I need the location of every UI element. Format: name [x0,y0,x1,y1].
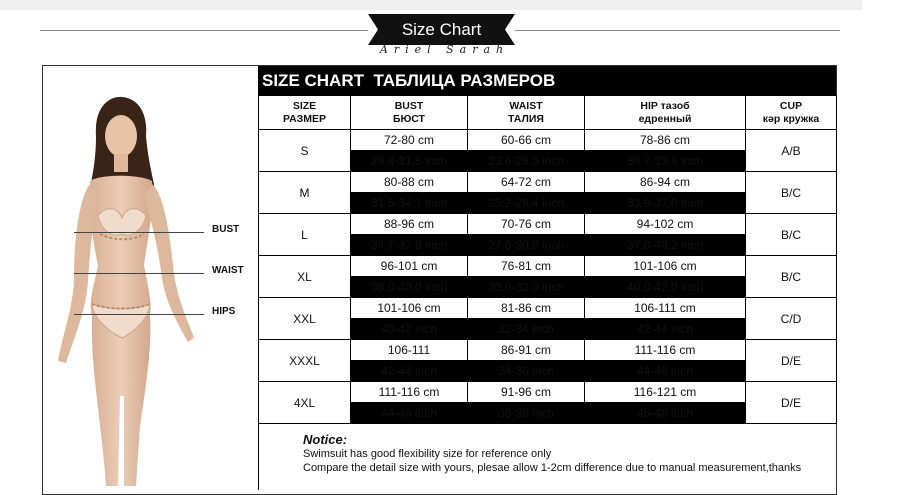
waist-inch-cell: 32-34 inch [468,319,585,340]
waist-label: WAIST [212,265,244,276]
bust-inch-cell: 44-46 inch [351,403,468,424]
hip-inch-cell: 42-44 inch [585,319,746,340]
table-row [259,382,837,403]
top-strip [0,0,862,10]
bust-label: BUST [212,224,240,235]
header-waist: WAIST ТАЛИЯ [468,96,585,130]
hip-cm-cell: 94-102 cm [585,214,746,235]
header-rule-right [515,30,840,31]
header-hip: HIP тазоб едренный [585,96,746,130]
waist-cm-cell: 64-72 cm [468,172,585,193]
size-cell: S [259,130,351,172]
cup-cell: C/D [746,298,837,340]
notice-section [258,420,836,490]
waist-cm-cell: 76-81 cm [468,256,585,277]
bust-inch-cell: 42-44 inch [351,361,468,382]
size-cell: L [259,214,351,256]
size-table [258,95,837,424]
cup-cell: B/C [746,214,837,256]
hip-inch-cell: 46-48 inch [585,403,746,424]
header-size: SIZE РАЗМЕР [259,96,351,130]
hip-inch-cell: 37.0-40.2 inch [585,235,746,256]
hip-cm-cell: 106-111 cm [585,298,746,319]
header-rule-left [40,30,368,31]
size-cell: XL [259,256,351,298]
hip-inch-cell: 44-46 inch [585,361,746,382]
notice-line: Swimsuit has good flexibility size for reference only [303,448,552,460]
cup-cell: B/C [746,256,837,298]
hip-cm-cell: 86-94 cm [585,172,746,193]
header-bust: BUST БЮСТ [351,96,468,130]
bust-pointer [74,232,204,233]
waist-inch-cell: 27.6-30.0 inch [468,235,585,256]
table-row [259,214,837,235]
size-cell: XXXL [259,340,351,382]
waist-inch-cell: 25.2-28.4 inch [468,193,585,214]
bust-cm-cell: 80-88 cm [351,172,468,193]
bust-cm-cell: 72-80 cm [351,130,468,151]
bust-inch-cell: 34.7-37.8 inch [351,235,468,256]
hip-cm-cell: 101-106 cm [585,256,746,277]
table-row [259,172,837,193]
bust-inch-cell: 40-42 inch [351,319,468,340]
bust-cm-cell: 88-96 cm [351,214,468,235]
cup-cell: D/E [746,382,837,424]
table-header-row [259,96,837,130]
hip-cm-cell: 116-121 cm [585,382,746,403]
chart-title: SIZE CHART ТАБЛИЦА РАЗМЕРОВ [258,66,836,96]
cup-cell: B/C [746,172,837,214]
waist-inch-cell: 30.0-32.0 inch [468,277,585,298]
hip-cm-cell: 78-86 cm [585,130,746,151]
hips-label: HIPS [212,306,236,317]
notice-line: Compare the detail size with yours, plesae allow 1-2cm difference due to manual measurement,thanks [303,462,802,474]
table-row [259,130,837,151]
waist-cm-cell: 81-86 cm [468,298,585,319]
hip-cm-cell: 111-116 cm [585,340,746,361]
hips-pointer [74,314,204,315]
size-cell: M [259,172,351,214]
cup-cell: A/B [746,130,837,172]
cup-cell: D/E [746,340,837,382]
bust-cm-cell: 101-106 cm [351,298,468,319]
banner-title: Size Chart [386,14,497,45]
waist-cm-cell: 60-66 cm [468,130,585,151]
brand-signature: Ariel Sarah [379,43,510,56]
bust-cm-cell: 106-111 [351,340,468,361]
bust-inch-cell: 28.4-31.5 inch [351,151,468,172]
waist-cm-cell: 91-96 cm [468,382,585,403]
bust-inch-cell: 31.5-34.7 inch [351,193,468,214]
model-figure [44,66,258,486]
waist-inch-cell: 36-38 inch [468,403,585,424]
hip-inch-cell: 30.7-33.9 inch [585,151,746,172]
waist-pointer [74,273,204,274]
waist-cm-cell: 70-76 cm [468,214,585,235]
size-cell: 4XL [259,382,351,424]
waist-inch-cell: 23.6-26.0 inch [468,151,585,172]
bust-inch-cell: 38.0-40.0 inch [351,277,468,298]
size-chart-banner [368,14,515,45]
notice-title: Notice: [303,432,348,447]
hip-inch-cell: 33.9-37.0 inch [585,193,746,214]
bust-cm-cell: 96-101 cm [351,256,468,277]
waist-inch-cell: 34-36 inch [468,361,585,382]
bust-cm-cell: 111-116 cm [351,382,468,403]
waist-cm-cell: 86-91 cm [468,340,585,361]
table-row [259,256,837,277]
model-illustration [44,66,258,486]
table-row [259,298,837,319]
hip-inch-cell: 40.0-42.0 inch [585,277,746,298]
header-cup: CUP кəр кружка [746,96,837,130]
table-row [259,340,837,361]
size-cell: XXL [259,298,351,340]
